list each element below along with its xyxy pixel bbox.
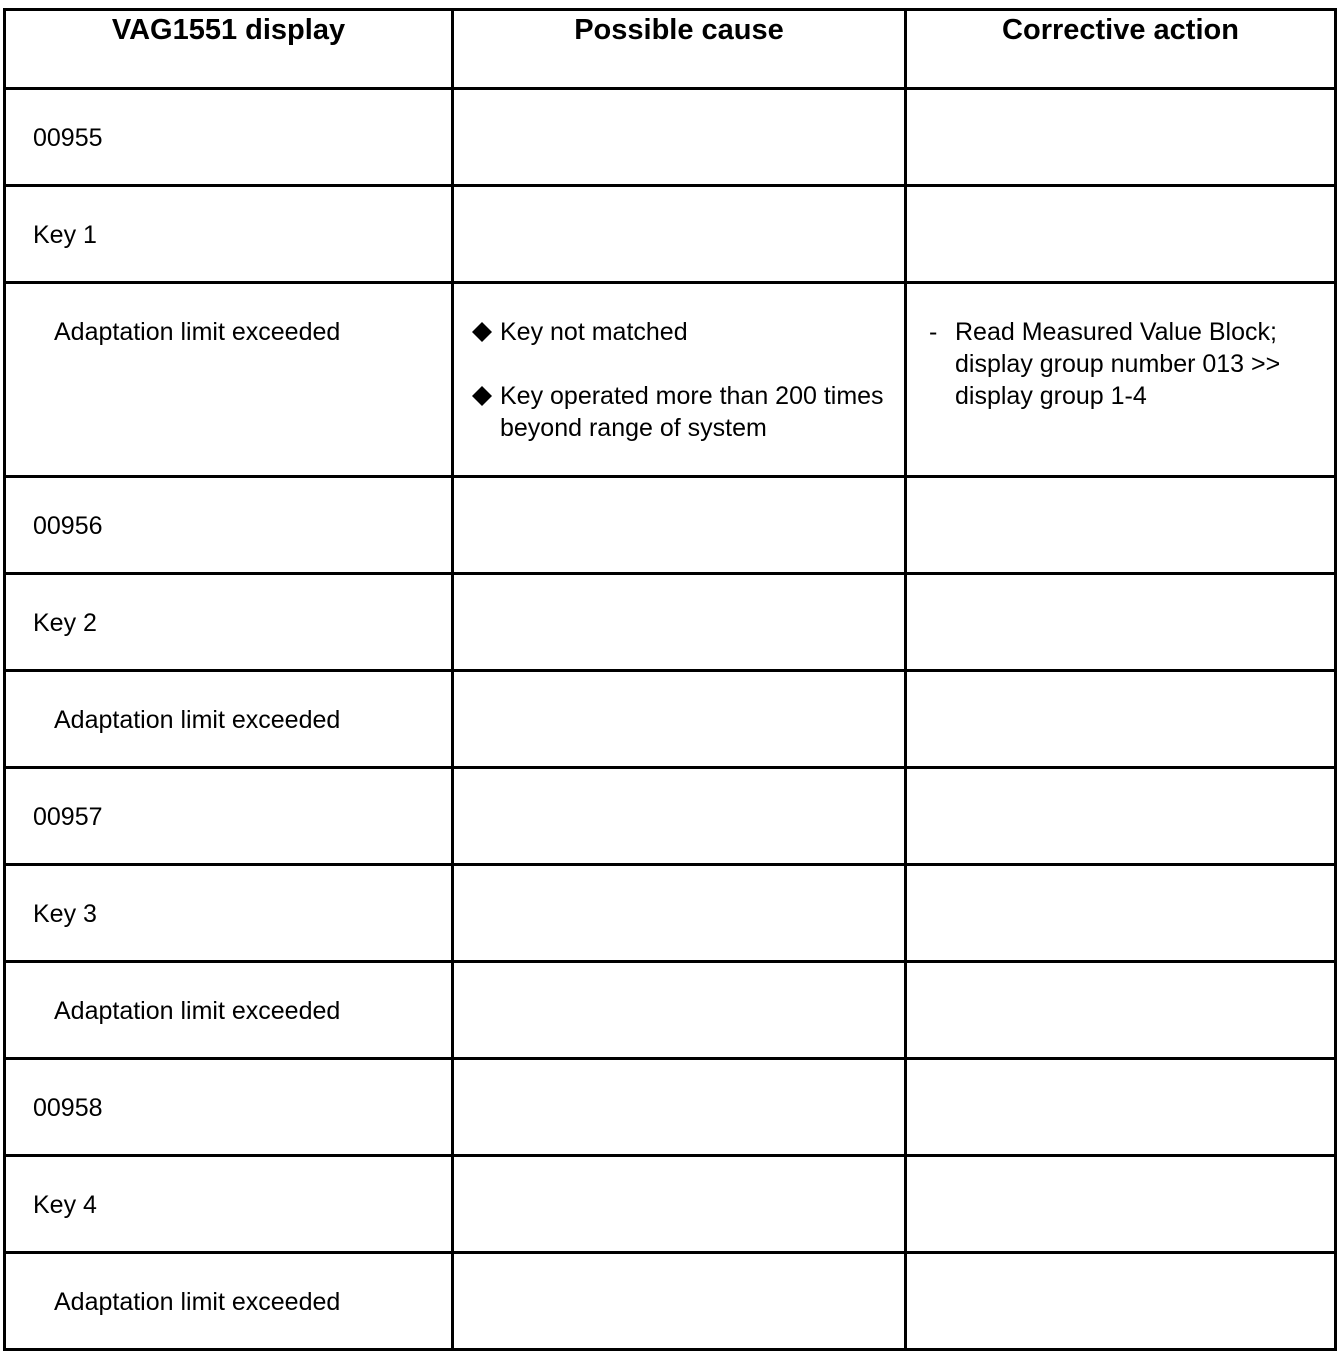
- black-diamond-icon: [472, 322, 492, 342]
- action-cell-empty: [906, 865, 1336, 962]
- header-possible-cause: Possible cause: [453, 10, 906, 89]
- table-row: [5, 89, 1336, 186]
- key-label-cell: Key 1: [5, 186, 453, 283]
- dash-marker: -: [929, 318, 938, 346]
- cause-cell: [453, 283, 906, 477]
- action-cell-empty: [906, 186, 1336, 283]
- action-cell-empty: [906, 1156, 1336, 1253]
- action-cell-empty: [906, 768, 1336, 865]
- cause-item: [468, 380, 894, 444]
- table-row: [5, 574, 1336, 671]
- key-label-cell: Key 2: [5, 574, 453, 671]
- message-cell: Adaptation limit exceeded: [5, 962, 453, 1059]
- cause-text: Key operated more than 200 times beyond range of system: [500, 382, 884, 442]
- action-cell-empty: [906, 962, 1336, 1059]
- message-cell: Adaptation limit exceeded: [5, 1253, 453, 1350]
- table-row: [5, 671, 1336, 768]
- message-cell: Adaptation limit exceeded: [5, 283, 453, 477]
- action-cell-empty: [906, 1253, 1336, 1350]
- cause-text: Key not matched: [500, 318, 688, 346]
- message-cell: Adaptation limit exceeded: [5, 671, 453, 768]
- table-row: [5, 1059, 1336, 1156]
- action-cell-empty: [906, 574, 1336, 671]
- table-row: [5, 1253, 1336, 1350]
- cause-cell-empty: [453, 186, 906, 283]
- fault-table: [3, 8, 1337, 1351]
- table-row: [5, 1156, 1336, 1253]
- cause-cell-empty: [453, 768, 906, 865]
- table-row: [5, 477, 1336, 574]
- action-cell-empty: [906, 671, 1336, 768]
- header-vag1551-display: VAG1551 display: [5, 10, 453, 89]
- cause-cell-empty: [453, 1156, 906, 1253]
- cause-cell-empty: [453, 477, 906, 574]
- key-label-cell: Key 4: [5, 1156, 453, 1253]
- fault-code-cell: 00957: [5, 768, 453, 865]
- black-diamond-icon: [472, 386, 492, 406]
- action-item: [929, 316, 1324, 412]
- fault-code-cell: 00958: [5, 1059, 453, 1156]
- cause-cell-empty: [453, 574, 906, 671]
- table-header-row: [5, 10, 1336, 89]
- table-row: [5, 768, 1336, 865]
- fault-code-cell: 00956: [5, 477, 453, 574]
- header-corrective-action: Corrective action: [906, 10, 1336, 89]
- key-label-cell: Key 3: [5, 865, 453, 962]
- table-row: [5, 186, 1336, 283]
- cause-item: [468, 316, 894, 348]
- cause-cell-empty: [453, 1059, 906, 1156]
- action-text: Read Measured Value Block; display group number 013 >> display group 1-4: [955, 318, 1281, 410]
- fault-code-cell: 00955: [5, 89, 453, 186]
- cause-cell-empty: [453, 962, 906, 1059]
- cause-cell-empty: [453, 89, 906, 186]
- table-row: [5, 283, 1336, 477]
- cause-cell-empty: [453, 671, 906, 768]
- action-cell-empty: [906, 89, 1336, 186]
- table-row: [5, 865, 1336, 962]
- cause-cell-empty: [453, 1253, 906, 1350]
- table-row: [5, 962, 1336, 1059]
- action-cell-empty: [906, 477, 1336, 574]
- action-cell: [906, 283, 1336, 477]
- cause-cell-empty: [453, 865, 906, 962]
- action-cell-empty: [906, 1059, 1336, 1156]
